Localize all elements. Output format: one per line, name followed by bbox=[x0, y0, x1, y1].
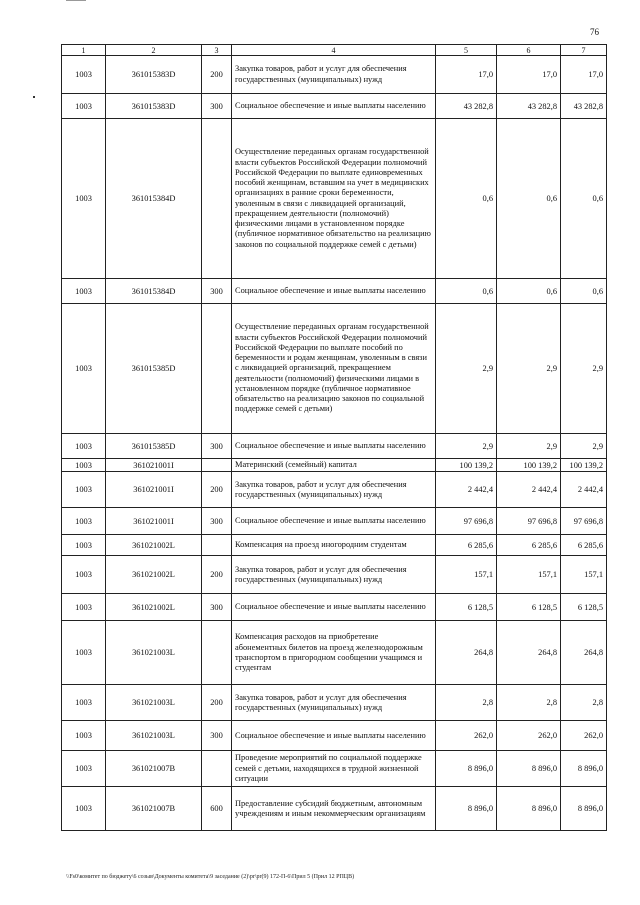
item-name: Предоставление субсидий бюджетным, автономным учреждениям и иным некоммерческим организациям bbox=[232, 787, 436, 831]
scan-dot bbox=[33, 96, 35, 98]
expense-type bbox=[202, 119, 232, 279]
table-row bbox=[62, 94, 607, 119]
section-code: 1003 bbox=[62, 751, 106, 787]
expense-type bbox=[202, 535, 232, 556]
section-code: 1003 bbox=[62, 508, 106, 535]
amount-col-7: 8 896,0 bbox=[561, 751, 607, 787]
item-name: Закупка товаров, работ и услуг для обеспечения государственных (муниципальных) нужд bbox=[232, 56, 436, 94]
amount-col-6: 0,6 bbox=[497, 279, 561, 304]
amount-col-5: 0,6 bbox=[436, 279, 497, 304]
item-name: Социальное обеспечение и иные выплаты населению bbox=[232, 279, 436, 304]
amount-col-6: 157,1 bbox=[497, 556, 561, 594]
amount-col-5: 6 128,5 bbox=[436, 594, 497, 621]
amount-col-5: 17,0 bbox=[436, 56, 497, 94]
amount-col-5: 2 442,4 bbox=[436, 472, 497, 508]
table-row bbox=[62, 459, 607, 472]
expense-type: 300 bbox=[202, 434, 232, 459]
amount-col-7: 264,8 bbox=[561, 621, 607, 685]
amount-col-7: 43 282,8 bbox=[561, 94, 607, 119]
expense-type bbox=[202, 304, 232, 434]
section-code: 1003 bbox=[62, 685, 106, 721]
section-code: 1003 bbox=[62, 556, 106, 594]
amount-col-5: 97 696,8 bbox=[436, 508, 497, 535]
target-article: 361015385D bbox=[106, 434, 202, 459]
table-row bbox=[62, 119, 607, 279]
section-code: 1003 bbox=[62, 56, 106, 94]
amount-col-7: 6 285,6 bbox=[561, 535, 607, 556]
section-code: 1003 bbox=[62, 594, 106, 621]
section-code: 1003 bbox=[62, 721, 106, 751]
amount-col-5: 0,6 bbox=[436, 119, 497, 279]
target-article: 361021007B bbox=[106, 787, 202, 831]
amount-col-5: 2,9 bbox=[436, 434, 497, 459]
page-number: 76 bbox=[590, 27, 599, 37]
table-row bbox=[62, 304, 607, 434]
amount-col-7: 2,9 bbox=[561, 304, 607, 434]
amount-col-5: 2,9 bbox=[436, 304, 497, 434]
amount-col-6: 0,6 bbox=[497, 119, 561, 279]
amount-col-6: 2,8 bbox=[497, 685, 561, 721]
header-col-7: 7 bbox=[561, 45, 607, 56]
item-name: Компенсация расходов на приобретение абонементных билетов на проезд железнодорожным транспортом в пригородном сообщении учащимся и студентам bbox=[232, 621, 436, 685]
item-name: Закупка товаров, работ и услуг для обеспечения государственных (муниципальных) нужд bbox=[232, 556, 436, 594]
header-col-5: 5 bbox=[436, 45, 497, 56]
target-article: 361021002L bbox=[106, 594, 202, 621]
amount-col-5: 8 896,0 bbox=[436, 751, 497, 787]
item-name: Осуществление переданных органам государственной власти субъектов Российской Федерации полномочий Российской Федерации по выплате единовременных пособий женщинам, вставшим на учет в медицинских организациях в ранние сроки беременности, уволенным в связи с ликвидацией организаций, прекращением деятельности (полномочий) физическими лицами в установленном порядке (публичное нормативное обязательство на реализацию законов по социальной поддержке семей с детьми) bbox=[232, 119, 436, 279]
item-name: Проведение мероприятий по социальной поддержке семей с детьми, находящихся в трудной жизненной ситуации bbox=[232, 751, 436, 787]
section-code: 1003 bbox=[62, 119, 106, 279]
expense-type: 300 bbox=[202, 721, 232, 751]
amount-col-7: 262,0 bbox=[561, 721, 607, 751]
amount-col-6: 17,0 bbox=[497, 56, 561, 94]
table-row bbox=[62, 594, 607, 621]
budget-table bbox=[61, 44, 607, 831]
header-col-4: 4 bbox=[232, 45, 436, 56]
section-code: 1003 bbox=[62, 94, 106, 119]
item-name: Социальное обеспечение и иные выплаты населению bbox=[232, 508, 436, 535]
expense-type: 300 bbox=[202, 279, 232, 304]
target-article: 361021001I bbox=[106, 508, 202, 535]
amount-col-6: 8 896,0 bbox=[497, 787, 561, 831]
target-article: 361015383D bbox=[106, 94, 202, 119]
amount-col-6: 2,9 bbox=[497, 304, 561, 434]
target-article: 361021003L bbox=[106, 685, 202, 721]
target-article: 361021007B bbox=[106, 751, 202, 787]
table-row bbox=[62, 787, 607, 831]
amount-col-6: 6 285,6 bbox=[497, 535, 561, 556]
target-article: 361021002L bbox=[106, 556, 202, 594]
table-row bbox=[62, 535, 607, 556]
target-article: 361021003L bbox=[106, 721, 202, 751]
item-name: Социальное обеспечение и иные выплаты населению bbox=[232, 594, 436, 621]
section-code: 1003 bbox=[62, 621, 106, 685]
table-row bbox=[62, 472, 607, 508]
target-article: 361015384D bbox=[106, 119, 202, 279]
amount-col-6: 8 896,0 bbox=[497, 751, 561, 787]
amount-col-7: 2,8 bbox=[561, 685, 607, 721]
amount-col-5: 100 139,2 bbox=[436, 459, 497, 472]
target-article: 361015383D bbox=[106, 56, 202, 94]
amount-col-5: 6 285,6 bbox=[436, 535, 497, 556]
section-code: 1003 bbox=[62, 434, 106, 459]
amount-col-6: 6 128,5 bbox=[497, 594, 561, 621]
expense-type: 300 bbox=[202, 94, 232, 119]
target-article: 361021002L bbox=[106, 535, 202, 556]
amount-col-7: 8 896,0 bbox=[561, 787, 607, 831]
header-col-6: 6 bbox=[497, 45, 561, 56]
amount-col-5: 43 282,8 bbox=[436, 94, 497, 119]
header-col-2: 2 bbox=[106, 45, 202, 56]
expense-type bbox=[202, 459, 232, 472]
amount-col-7: 97 696,8 bbox=[561, 508, 607, 535]
target-article: 361021003L bbox=[106, 621, 202, 685]
section-code: 1003 bbox=[62, 535, 106, 556]
amount-col-5: 8 896,0 bbox=[436, 787, 497, 831]
table-row bbox=[62, 56, 607, 94]
target-article: 361015384D bbox=[106, 279, 202, 304]
item-name: Социальное обеспечение и иные выплаты населению bbox=[232, 721, 436, 751]
item-name: Социальное обеспечение и иные выплаты населению bbox=[232, 434, 436, 459]
amount-col-7: 2,9 bbox=[561, 434, 607, 459]
expense-type bbox=[202, 751, 232, 787]
section-code: 1003 bbox=[62, 787, 106, 831]
section-code: 1003 bbox=[62, 279, 106, 304]
amount-col-5: 2,8 bbox=[436, 685, 497, 721]
amount-col-7: 2 442,4 bbox=[561, 472, 607, 508]
amount-col-6: 2,9 bbox=[497, 434, 561, 459]
item-name: Социальное обеспечение и иные выплаты населению bbox=[232, 94, 436, 119]
amount-col-7: 6 128,5 bbox=[561, 594, 607, 621]
amount-col-6: 2 442,4 bbox=[497, 472, 561, 508]
expense-type: 200 bbox=[202, 56, 232, 94]
amount-col-7: 17,0 bbox=[561, 56, 607, 94]
scan-mark bbox=[66, 0, 86, 1]
item-name: Закупка товаров, работ и услуг для обеспечения государственных (муниципальных) нужд bbox=[232, 685, 436, 721]
amount-col-7: 0,6 bbox=[561, 119, 607, 279]
expense-type: 200 bbox=[202, 556, 232, 594]
table-row bbox=[62, 685, 607, 721]
item-name: Материнский (семейный) капитал bbox=[232, 459, 436, 472]
item-name: Осуществление переданных органам государственной власти субъектов Российской Федерации полномочий Российской Федерации по выплате пособий по беременности и родам женщинам, уволенным в связи с ликвидацией организаций, прекращением деятельности (полномочий) физическими лицами в установленном порядке (публичное нормативное обязательство на реализацию законов по социальной поддержке семей с детьми) bbox=[232, 304, 436, 434]
table-row bbox=[62, 751, 607, 787]
target-article: 361021001I bbox=[106, 472, 202, 508]
expense-type: 300 bbox=[202, 594, 232, 621]
header-col-3: 3 bbox=[202, 45, 232, 56]
expense-type: 300 bbox=[202, 508, 232, 535]
header-col-1: 1 bbox=[62, 45, 106, 56]
section-code: 1003 bbox=[62, 304, 106, 434]
amount-col-6: 262,0 bbox=[497, 721, 561, 751]
item-name: Закупка товаров, работ и услуг для обеспечения государственных (муниципальных) нужд bbox=[232, 472, 436, 508]
target-article: 361021001I bbox=[106, 459, 202, 472]
amount-col-7: 157,1 bbox=[561, 556, 607, 594]
expense-type: 600 bbox=[202, 787, 232, 831]
amount-col-7: 0,6 bbox=[561, 279, 607, 304]
table-row bbox=[62, 621, 607, 685]
item-name: Компенсация на проезд иногородним студентам bbox=[232, 535, 436, 556]
table-row bbox=[62, 508, 607, 535]
target-article: 361015385D bbox=[106, 304, 202, 434]
section-code: 1003 bbox=[62, 472, 106, 508]
table-row bbox=[62, 556, 607, 594]
table-header-row bbox=[62, 45, 607, 56]
footer-file-path: \\Fs0\комитет по бюджету\6 созыв\Документы комитета\9 заседание (2)\pr\pr(9) 172-П-6\Прил 5 (Прил 12 РПЦВ) bbox=[66, 874, 355, 880]
amount-col-5: 262,0 bbox=[436, 721, 497, 751]
amount-col-5: 264,8 bbox=[436, 621, 497, 685]
expense-type bbox=[202, 621, 232, 685]
amount-col-7: 100 139,2 bbox=[561, 459, 607, 472]
expense-type: 200 bbox=[202, 472, 232, 508]
amount-col-6: 97 696,8 bbox=[497, 508, 561, 535]
table-row bbox=[62, 434, 607, 459]
amount-col-6: 100 139,2 bbox=[497, 459, 561, 472]
expense-type: 200 bbox=[202, 685, 232, 721]
table-row bbox=[62, 279, 607, 304]
table-row bbox=[62, 721, 607, 751]
section-code: 1003 bbox=[62, 459, 106, 472]
amount-col-6: 43 282,8 bbox=[497, 94, 561, 119]
amount-col-5: 157,1 bbox=[436, 556, 497, 594]
amount-col-6: 264,8 bbox=[497, 621, 561, 685]
